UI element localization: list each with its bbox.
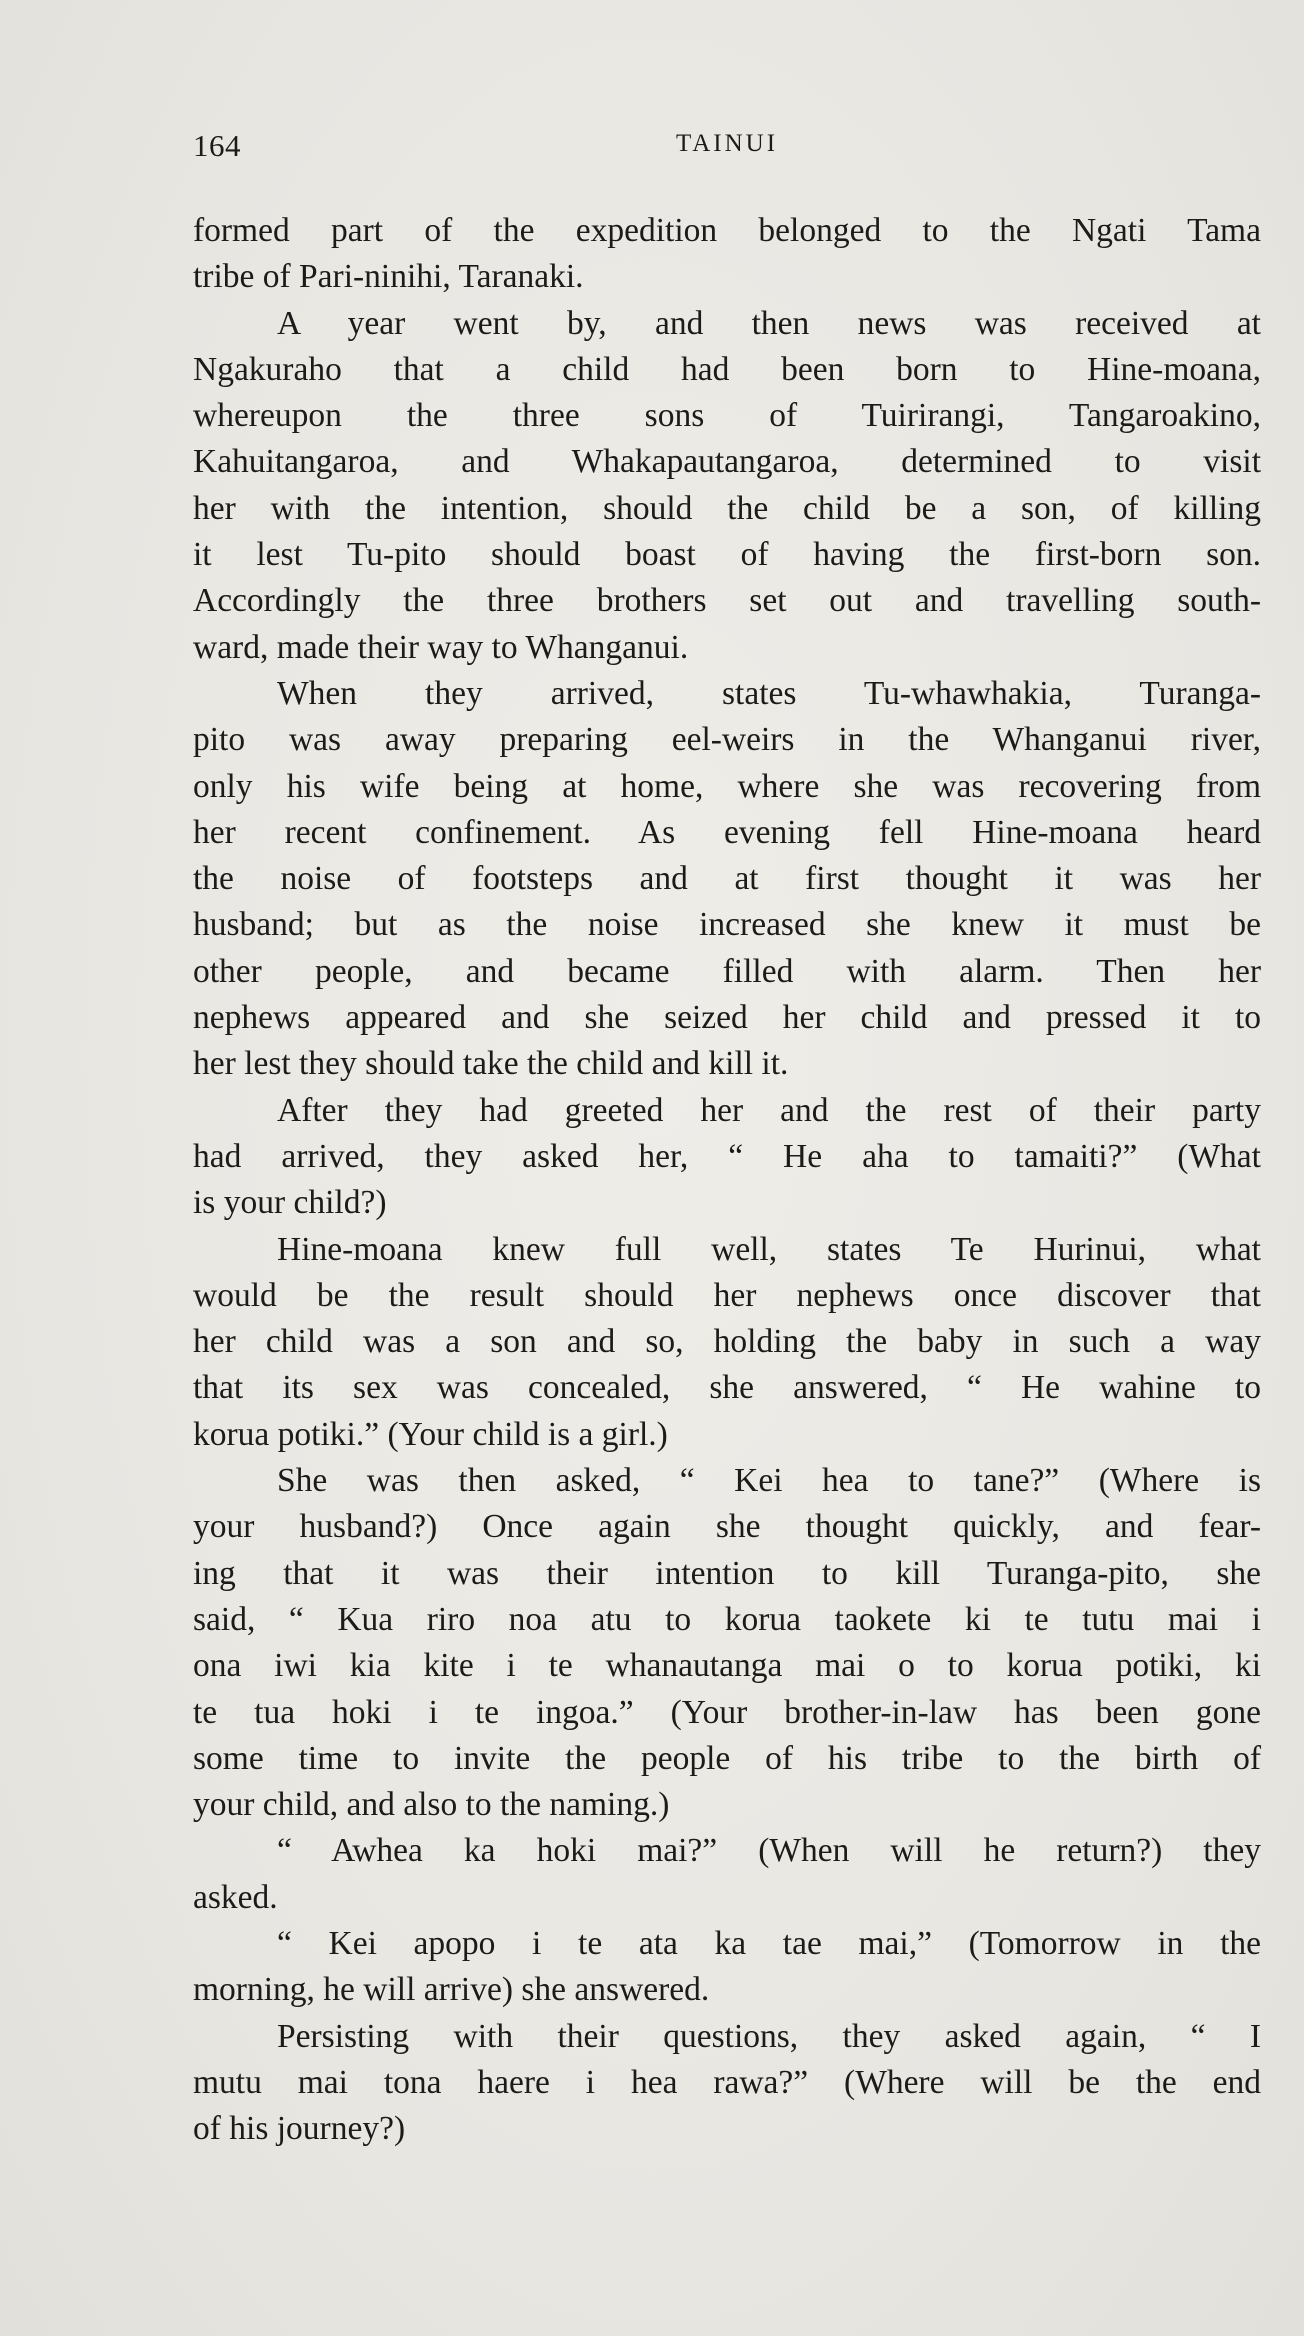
text-line: the noise of footsteps and at first thought it was her — [193, 860, 1261, 898]
text-line: “ Awhea ka hoki mai?” (When will he return?) they — [277, 1832, 1261, 1870]
text-line: pito was away preparing eel-weirs in the Whanganui river, — [193, 721, 1261, 759]
text-line: te tua hoki i te ingoa.” (Your brother-in-law has been gone — [193, 1693, 1261, 1731]
text-line: whereupon the three sons of Tuirirangi, Tangaroakino, — [193, 397, 1261, 435]
text-line: korua potiki.” (Your child is a girl.) — [193, 1415, 668, 1453]
text-line: her child was a son and so, holding the baby in such a way — [193, 1323, 1261, 1361]
text-line: “ Kei apopo i te ata ka tae mai,” (Tomorrow in the — [277, 1924, 1261, 1962]
text-line: said, “ Kua riro noa atu to korua taokete ki te tutu mai i — [193, 1600, 1261, 1638]
text-line: is your child?) — [193, 1184, 387, 1222]
text-line: ona iwi kia kite i te whanautanga mai o to korua potiki, ki — [193, 1647, 1261, 1685]
text-line: her with the intention, should the child be a son, of killing — [193, 489, 1261, 527]
text-line: formed part of the expedition belonged to the Ngati Tama — [193, 212, 1261, 249]
text-line: of his journey?) — [193, 2110, 406, 2148]
text-line: morning, he will arrive) she answered. — [193, 1971, 710, 2009]
text-line: nephews appeared and she seized her child and pressed it to — [193, 999, 1261, 1037]
text-line: ing that it was their intention to kill Turanga-pito, she — [193, 1554, 1261, 1592]
text-line: After they had greeted her and the rest of their party — [277, 1091, 1261, 1129]
body-text — [193, 208, 1261, 2152]
text-line: Ngakuraho that a child had been born to Hine-moana, — [193, 350, 1261, 388]
text-line: Hine-moana knew full well, states Te Hurinui, what — [277, 1230, 1261, 1268]
text-line: her lest they should take the child and kill it. — [193, 1045, 789, 1083]
page-header — [193, 128, 1261, 172]
text-line: Persisting with their questions, they asked again, “ I — [277, 2017, 1261, 2055]
text-line: her recent confinement. As evening fell Hine-moana heard — [193, 813, 1261, 851]
text-line: some time to invite the people of his tribe to the birth of — [193, 1739, 1261, 1777]
text-line: ward, made their way to Whanganui. — [193, 628, 689, 666]
text-line: tribe of Pari-ninihi, Taranaki. — [193, 258, 584, 296]
text-line: mutu mai tona haere i hea rawa?” (Where will be the end — [193, 2063, 1261, 2101]
text-line: When they arrived, states Tu-whawhakia, Turanga- — [277, 674, 1261, 712]
text-line: Accordingly the three brothers set out and travelling south- — [193, 582, 1261, 620]
text-line: your child, and also to the naming.) — [193, 1786, 670, 1824]
text-line: had arrived, they asked her, “ He aha to tamaiti?” (What — [193, 1137, 1261, 1175]
text-line: Kahuitangaroa, and Whakapautangaroa, determined to visit — [193, 443, 1261, 481]
running-title: TAINUI — [675, 130, 779, 157]
text-line: asked. — [193, 1878, 278, 1916]
text-line: would be the result should her nephews once discover that — [193, 1276, 1261, 1314]
text-line: it lest Tu-pito should boast of having the first-born son. — [193, 536, 1261, 574]
page-number: 164 — [193, 128, 241, 163]
text-line: other people, and became filled with alarm. Then her — [193, 952, 1261, 990]
text-line: She was then asked, “ Kei hea to tane?” (Where is — [277, 1462, 1261, 1500]
text-line: your husband?) Once again she thought quickly, and fear- — [193, 1508, 1261, 1546]
text-line: that its sex was concealed, she answered, “ He wahine to — [193, 1369, 1261, 1407]
text-line: only his wife being at home, where she was recovering from — [193, 767, 1261, 805]
text-line: A year went by, and then news was received at — [277, 304, 1261, 342]
text-line: husband; but as the noise increased she knew it must be — [193, 906, 1261, 944]
